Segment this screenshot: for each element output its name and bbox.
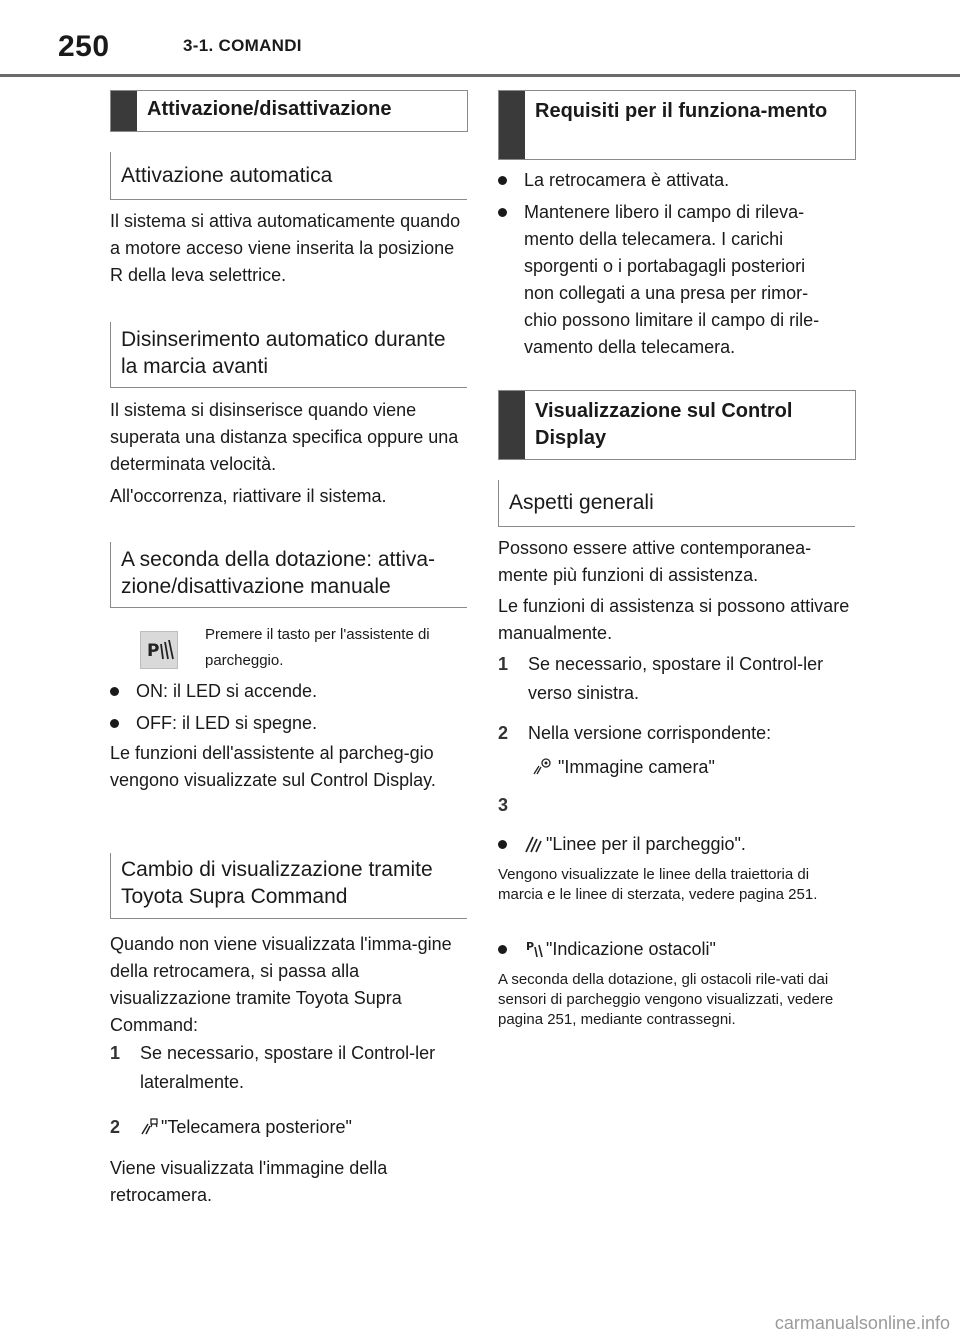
subheading-text: Cambio di visualizzazione tramite Toyota Supra Command bbox=[121, 858, 433, 908]
park-assist-button-icon bbox=[140, 631, 178, 669]
parking-lines-icon bbox=[524, 833, 544, 853]
paragraph: Le funzioni dell'assistente al parcheg-gio vengono visualizzate sul Control Display. bbox=[110, 743, 436, 790]
paragraph: Quando non viene visualizzata l'imma-gine della retrocamera, si passa alla visualizzazione tramite Toyota Supra Command: bbox=[110, 934, 452, 1035]
subheading-auto-disable bbox=[110, 322, 467, 388]
svg-text:P: P bbox=[147, 641, 160, 661]
bullet-text: "Linee per il parcheggio". bbox=[546, 834, 746, 854]
obstacle-icon bbox=[524, 938, 544, 958]
paragraph: All'occorrenza, riattivare il sistema. bbox=[110, 486, 387, 506]
paragraph: Le funzioni di assistenza si possono attivare manualmente. bbox=[498, 596, 850, 643]
paragraph: Possono essere attive contemporanea-mente più funzioni di assistenza. bbox=[498, 538, 812, 585]
subheading-text: A seconda della dotazione: attiva-zione/disattivazione manuale bbox=[121, 548, 436, 598]
subheading-display-switch bbox=[110, 853, 467, 919]
subheading-auto-activation bbox=[110, 152, 467, 200]
section-heading-activation bbox=[110, 90, 468, 132]
page-number: 250 bbox=[58, 30, 110, 63]
step-subitem bbox=[528, 753, 850, 782]
paragraph: Il sistema si disinserisce quando viene superata una distanza specifica oppure una determinata velocità. bbox=[110, 400, 459, 474]
subheading-manual-toggle bbox=[110, 542, 467, 608]
subheading-text: Disinserimento automatico durante la marcia avanti bbox=[121, 328, 446, 378]
subheading-text: Attivazione automatica bbox=[121, 164, 333, 187]
section-heading-text: Attivazione/disattivazione bbox=[147, 98, 392, 120]
subheading-text: Aspetti generali bbox=[509, 491, 654, 514]
section-heading-requirements bbox=[498, 90, 856, 160]
watermark: carmanualsonline.info bbox=[774, 1313, 950, 1333]
camera-settings-icon bbox=[528, 756, 556, 776]
chapter-title: 3-1. COMANDI bbox=[183, 36, 302, 55]
paragraph: Il sistema si attiva automaticamente quando a motore acceso viene inserita la posizione R della leva selettrice. bbox=[110, 211, 461, 285]
header-rule bbox=[0, 74, 960, 77]
section-heading-text: Visualizzazione sul Control Display bbox=[535, 400, 793, 449]
section-heading-control-display bbox=[498, 390, 856, 460]
button-note: Premere il tasto per l'assistente di parcheggio. bbox=[205, 626, 430, 669]
paragraph: Viene visualizzata l'immagine della retrocamera. bbox=[110, 1158, 388, 1205]
subheading-general bbox=[498, 480, 855, 527]
section-heading-text: Requisiti per il funziona-mento bbox=[535, 100, 828, 122]
note-text: Vengono visualizzate le linee della traiettoria di marcia e le linee di sterzata, vedere pagina 251. bbox=[498, 866, 818, 903]
note-text: A seconda della dotazione, gli ostacoli rile-vati dai sensori di parcheggio vengono visualizzati, vedere pagina 251, mediante contrassegni. bbox=[498, 971, 834, 1028]
bullet-text: "Indicazione ostacoli" bbox=[546, 939, 716, 959]
page-header bbox=[0, 0, 960, 76]
svg-text:P: P bbox=[526, 940, 535, 953]
rear-camera-icon bbox=[140, 1116, 160, 1136]
step-text: "Telecamera posteriore" bbox=[161, 1117, 352, 1137]
step-subitem-text: "Immagine camera" bbox=[558, 757, 715, 777]
